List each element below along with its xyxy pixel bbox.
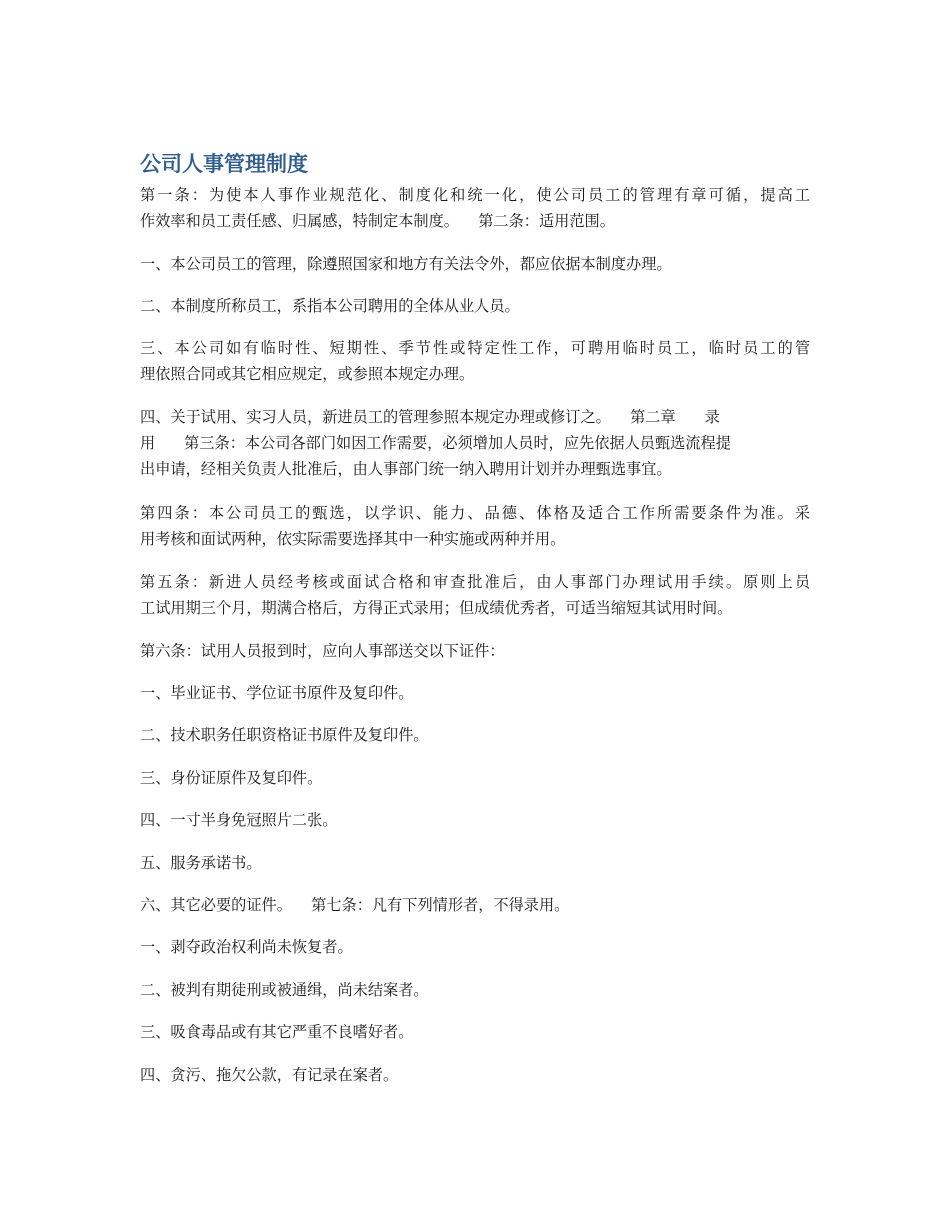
list-item [140, 1062, 810, 1088]
list-item [140, 850, 810, 876]
text-line: 第一条：为使本人事作业规范化、制度化和统一化，使公司员工的管理有章可循，提高工 [140, 186, 810, 204]
text-line: 一、本公司员工的管理，除遵照国家和地方有关法令外，都应依据本制度办理。 [140, 255, 672, 273]
text-line: 一、剥夺政治权利尚未恢复者。 [140, 938, 353, 956]
list-item [140, 680, 810, 706]
text-line: 五、服务承诺书。 [140, 854, 262, 872]
text-line: 第五条：新进人员经考核或面试合格和审查批准后，由人事部门办理试用手续。原则上员 [140, 573, 810, 591]
text-line: 第四条：本公司员工的甄选，以学识、能力、品德、体格及适合工作所需要条件为准。采 [140, 504, 810, 522]
list-item [140, 977, 810, 1003]
paragraph-chapter-2 [140, 404, 810, 482]
paragraph-item [140, 251, 810, 277]
text-line: 作效率和员工责任感、归属感，特制定本制度。 第二条：适用范围。 [140, 212, 615, 230]
paragraph-article-1 [140, 182, 810, 234]
list-item [140, 807, 810, 833]
text-line: 六、其它必要的证件。 第七条：凡有下列情形者，不得录用。 [140, 896, 570, 914]
text-line: 二、被判有期徒刑或被通缉，尚未结案者。 [140, 981, 429, 999]
paragraph-article-6 [140, 638, 810, 664]
list-item [140, 765, 810, 791]
text-line: 三、本公司如有临时性、短期性、季节性或特定性工作，可聘用临时员工，临时员工的管 [140, 339, 810, 357]
list-item [140, 722, 810, 748]
text-line: 二、技术职务任职资格证书原件及复印件。 [140, 726, 429, 744]
text-line: 二、本制度所称员工，系指本公司聘用的全体从业人员。 [140, 297, 520, 315]
text-line: 四、关于试用、实习人员，新进员工的管理参照本规定办理或修订之。 第二章 录 [140, 408, 720, 426]
document-title: 公司人事管理制度 [140, 152, 308, 176]
paragraph-item [140, 335, 810, 387]
paragraph-article-4 [140, 500, 810, 552]
text-line: 第六条：试用人员报到时，应向人事部送交以下证件： [140, 642, 505, 660]
paragraph-article-7 [140, 892, 810, 918]
text-line: 出申请，经相关负责人批准后，由人事部门统一纳入聘用计划并办理甄选事宜。 [140, 460, 672, 478]
text-line: 三、身份证原件及复印件。 [140, 769, 323, 787]
paragraph-item [140, 293, 810, 319]
list-item [140, 934, 810, 960]
text-line: 工试用期三个月，期满合格后，方得正式录用；但成绩优秀者，可适当缩短其试用时间。 [140, 599, 733, 617]
text-line: 理依照合同或其它相应规定，或参照本规定办理。 [140, 365, 475, 383]
text-line: 四、贪污、拖欠公款，有记录在案者。 [140, 1066, 399, 1084]
text-line: 一、毕业证书、学位证书原件及复印件。 [140, 684, 414, 702]
text-line: 四、一寸半身免冠照片二张。 [140, 811, 338, 829]
text-line: 用 第三条：本公司各部门如因工作需要，必须增加人员时，应先依据人员甄选流程提 [140, 434, 731, 452]
text-line: 用考核和面试两种，依实际需要选择其中一种实施或两种并用。 [140, 530, 566, 548]
list-item [140, 1019, 810, 1045]
paragraph-article-5 [140, 569, 810, 621]
text-line: 三、吸食毒品或有其它严重不良嗜好者。 [140, 1023, 414, 1041]
